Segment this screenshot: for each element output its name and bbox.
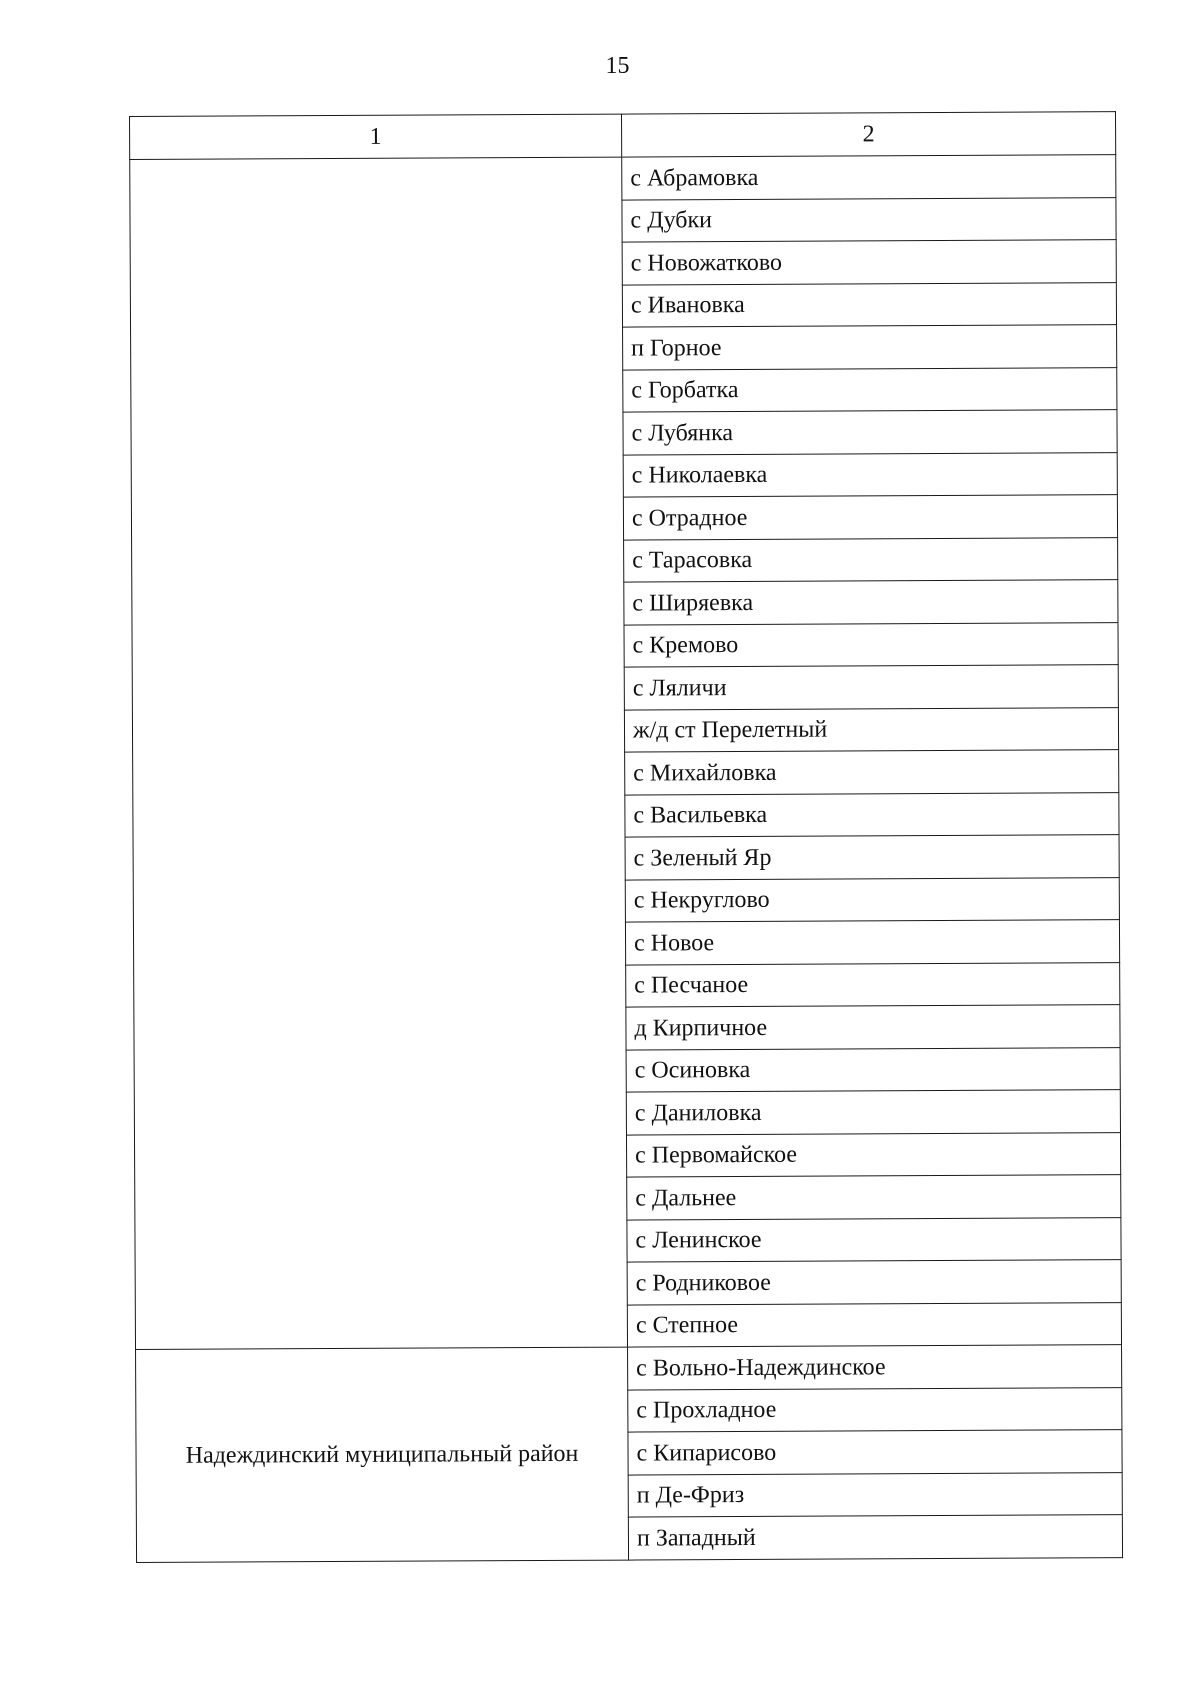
district-cell: Надеждинский муниципальный район [136,1347,629,1562]
settlement-cell: с Даниловка [626,1090,1120,1135]
settlement-cell: д Кирпичное [626,1005,1120,1050]
settlement-cell: с Ивановка [622,282,1116,327]
settlement-cell: с Первомайское [626,1132,1120,1177]
settlement-cell: с Прохладное [628,1387,1122,1432]
settlement-cell: с Отрадное [623,495,1117,540]
settlement-cell: с Песчаное [626,962,1120,1007]
settlement-cell: с Васильевка [625,792,1119,837]
table-row [136,1345,1122,1392]
settlement-cell: с Дубки [622,197,1116,242]
settlement-cell: с Некруглово [625,877,1119,922]
settlement-cell: с Горбатка [623,367,1117,412]
settlement-cell: с Вольно-Надеждинское [628,1345,1122,1390]
settlement-cell: п Де-Фриз [628,1472,1122,1517]
settlement-cell: с Михайловка [625,750,1119,795]
settlement-cell: с Дальнее [627,1175,1121,1220]
settlement-cell: с Ленинское [627,1217,1121,1262]
column-header-1: 1 [130,114,622,159]
settlement-cell: с Зеленый Яр [625,835,1119,880]
page-number: 15 [605,53,630,79]
settlements-table-wrapper [129,111,1122,1562]
settlement-cell: с Новожатково [622,240,1116,285]
settlement-cell: с Николаевка [623,452,1117,497]
settlement-cell: с Осиновка [626,1047,1120,1092]
settlement-cell: с Ширяевка [624,580,1118,625]
district-cell [130,157,628,1349]
table-row [130,155,1116,202]
settlement-cell: с Ляличи [624,665,1118,710]
settlement-cell: ж/д ст Перелетный [624,707,1118,752]
column-header-2: 2 [621,112,1115,157]
settlement-cell: с Родниковое [627,1260,1121,1305]
settlement-cell: с Новое [625,920,1119,965]
settlements-table [129,111,1123,1562]
table-header-row [130,112,1116,160]
settlement-cell: с Степное [627,1302,1121,1347]
settlement-cell: п Горное [623,325,1117,370]
settlement-cell: с Абрамовка [622,155,1116,200]
settlement-cell: с Кремово [624,622,1118,667]
settlement-cell: с Кипарисово [628,1430,1122,1475]
settlement-cell: п Западный [628,1515,1122,1560]
settlement-cell: с Лубянка [623,410,1117,455]
settlement-cell: с Тарасовка [624,537,1118,582]
